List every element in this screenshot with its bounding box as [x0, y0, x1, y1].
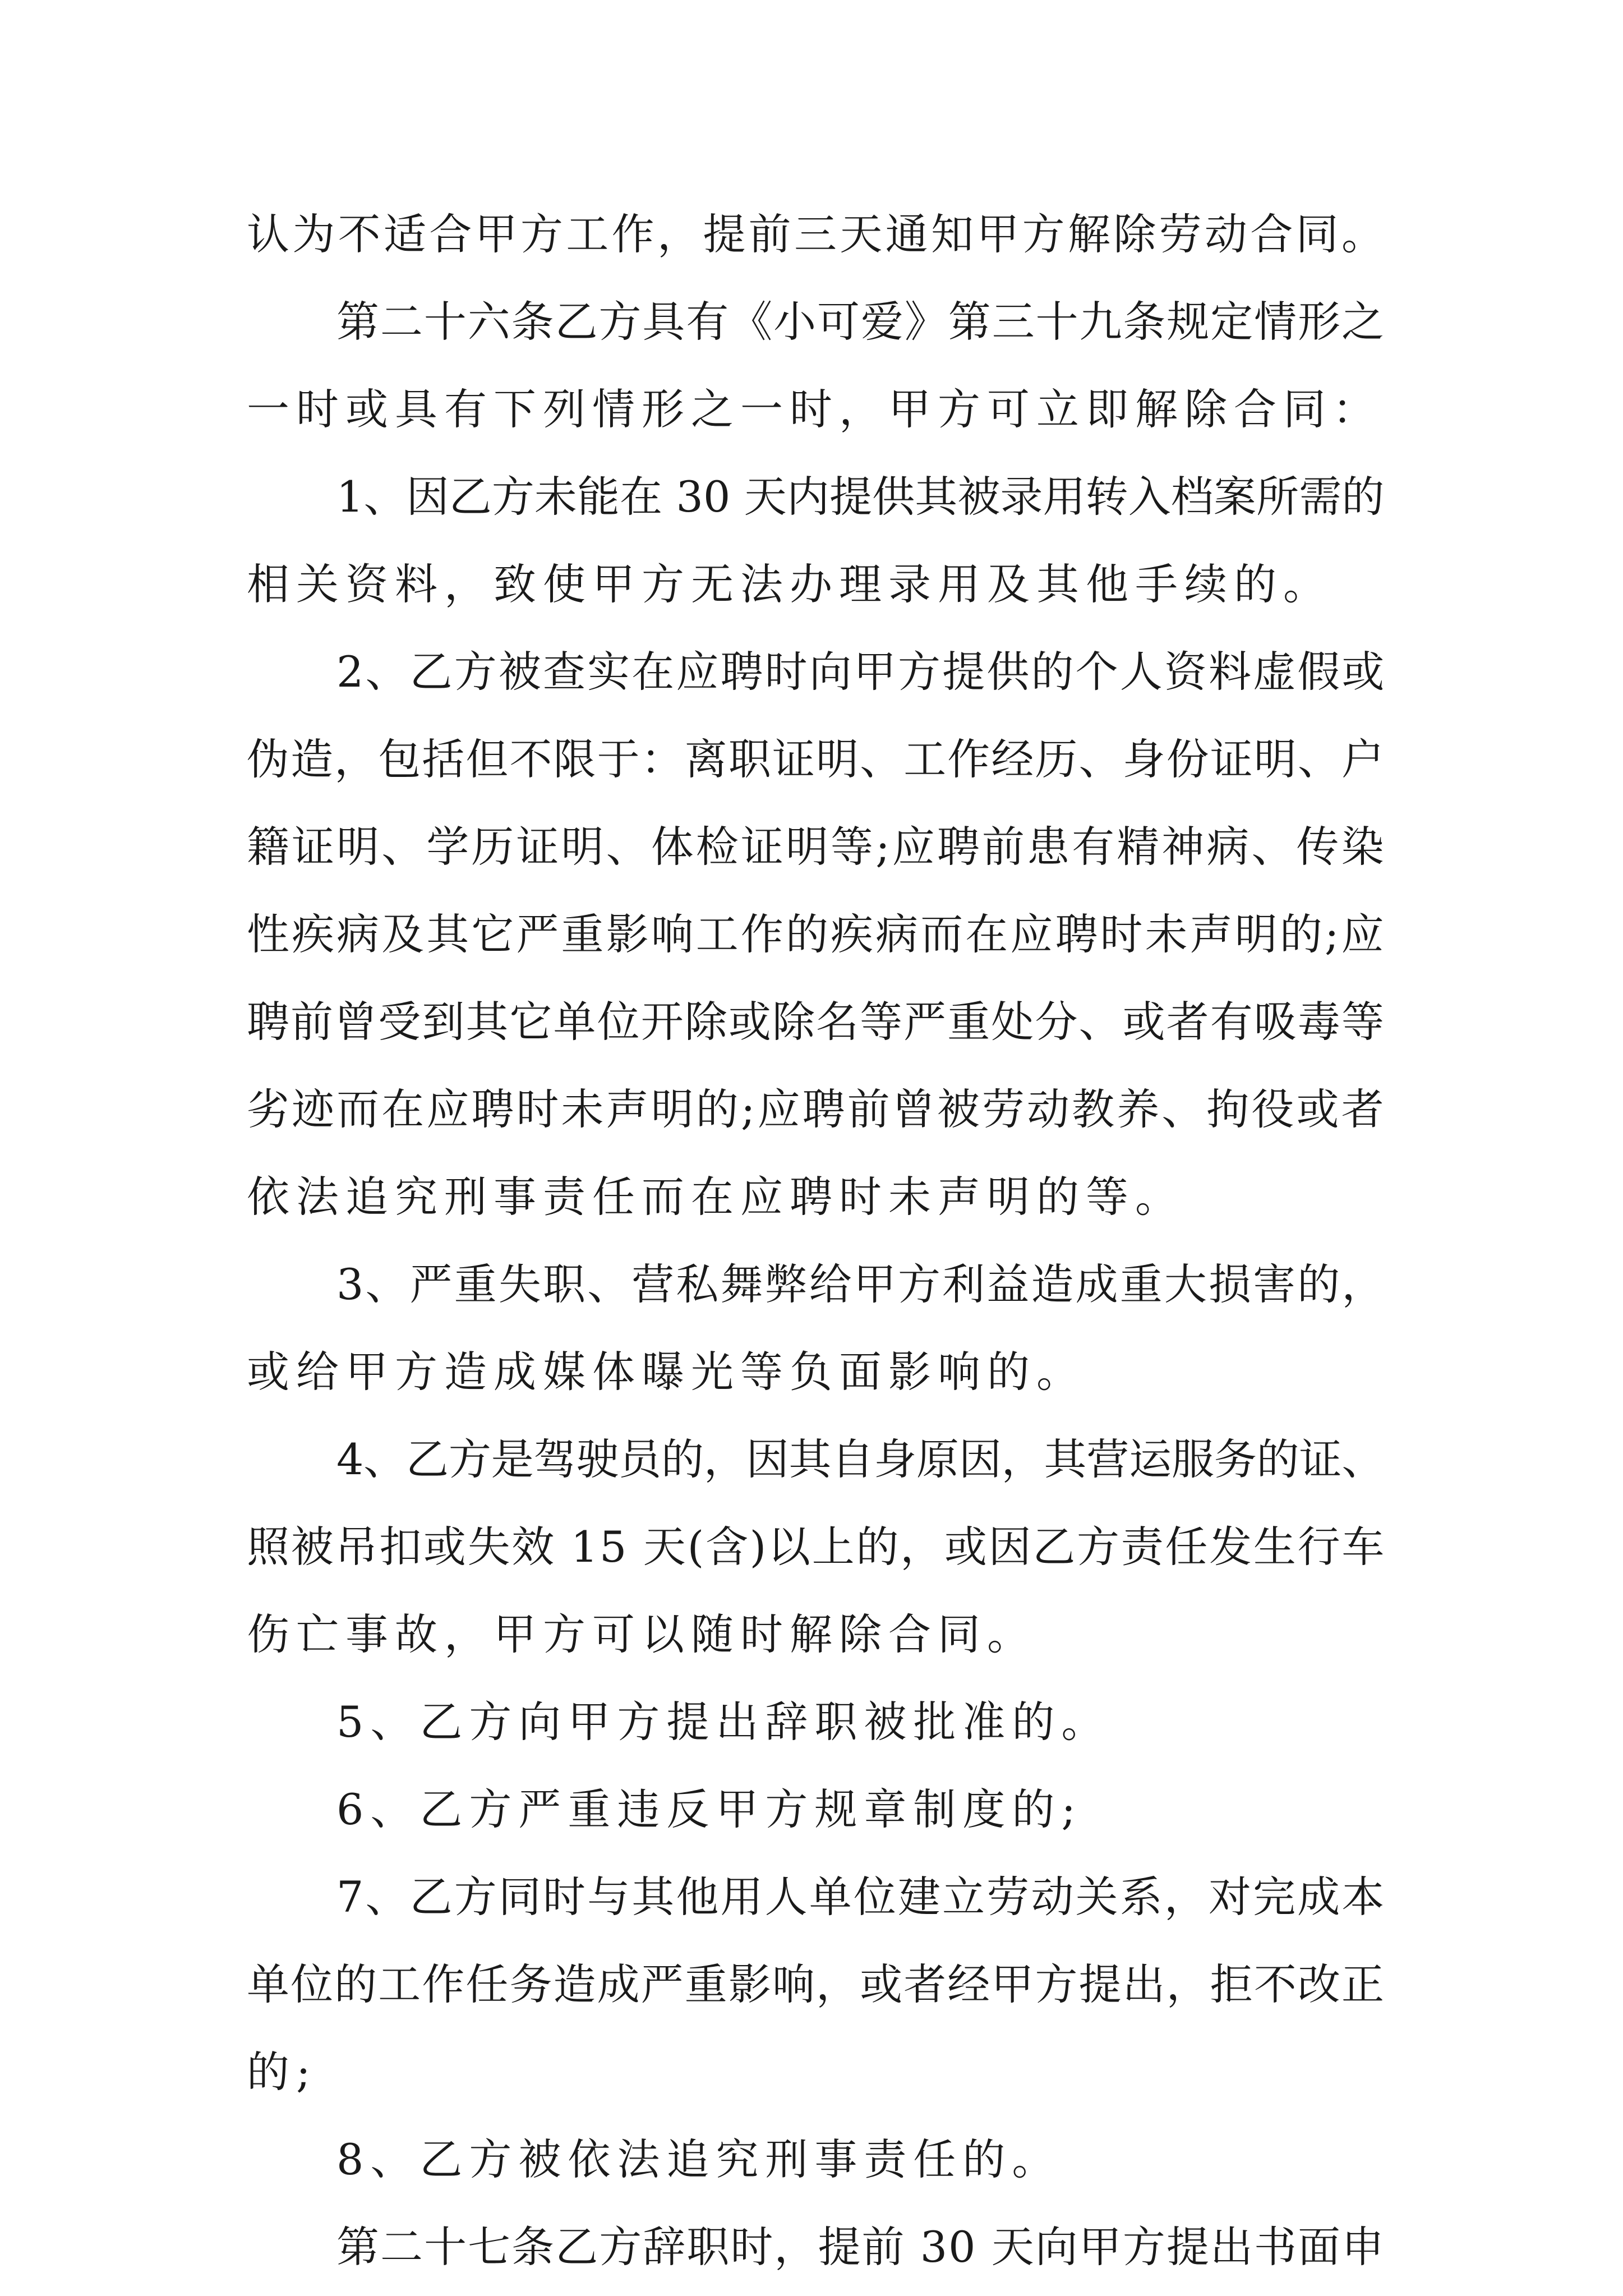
text-line: 3、严重失职、营私舞弊给甲方利益造成重大损害的，: [336, 1259, 1386, 1309]
text-line: 劣迹而在应聘时未声明的;应聘前曾被劳动教养、拘役或者: [247, 1084, 1386, 1134]
text-line: 聘前曾受到其它单位开除或除名等严重处分、或者有吸毒等: [247, 997, 1386, 1047]
text-line: 2、乙方被查实在应聘时向甲方提供的个人资料虚假或: [336, 647, 1386, 697]
text-line: 性疾病及其它严重影响工作的疾病而在应聘时未声明的;应: [247, 909, 1386, 959]
text-line: 照被吊扣或失效 15 天(含)以上的，或因乙方责任发生行车: [247, 1522, 1386, 1572]
text-line: 第二十七条乙方辞职时，提前 30 天向甲方提出书面申: [336, 2222, 1386, 2272]
text-line: 依法追究刑事责任而在应聘时未声明的等。: [247, 1172, 1184, 1222]
text-line: 或给甲方造成媒体曝光等负面影响的。: [247, 1347, 1086, 1397]
text-line: 相关资料，致使甲方无法办理录用及其他手续的。: [247, 559, 1332, 609]
text-line: 单位的工作任务造成严重影响，或者经甲方提出，拒不改正: [247, 1959, 1386, 2009]
text-line: 6、乙方严重违反甲方规章制度的;: [336, 1784, 1082, 1834]
text-line: 4、乙方是驾驶员的，因其自身原因，其营运服务的证、: [336, 1434, 1385, 1484]
text-line: 7、乙方同时与其他用人单位建立劳动关系，对完成本: [336, 1872, 1386, 1922]
text-line: 第二十六条乙方具有《小可爱》第三十九条规定情形之: [336, 297, 1385, 347]
text-line: 伪造，包括但不限于：离职证明、工作经历、身份证明、户: [247, 734, 1386, 784]
text-line: 1、因乙方未能在 30 天内提供其被录用转入档案所需的: [336, 472, 1385, 522]
text-line: 一时或具有下列情形之一时，甲方可立即解除合同：: [247, 384, 1382, 434]
text-line: 8、乙方被依法追究刑事责任的。: [336, 2134, 1062, 2184]
text-line: 籍证明、学历证明、体检证明等;应聘前患有精神病、传染: [247, 822, 1386, 872]
text-line: 认为不适合甲方工作，提前三天通知甲方解除劳动合同。: [247, 209, 1387, 259]
text-line: 的;: [247, 2047, 317, 2097]
text-line: 伤亡事故，甲方可以随时解除合同。: [247, 1609, 1036, 1659]
text-line: 5、乙方向甲方提出辞职被批准的。: [336, 1697, 1111, 1747]
